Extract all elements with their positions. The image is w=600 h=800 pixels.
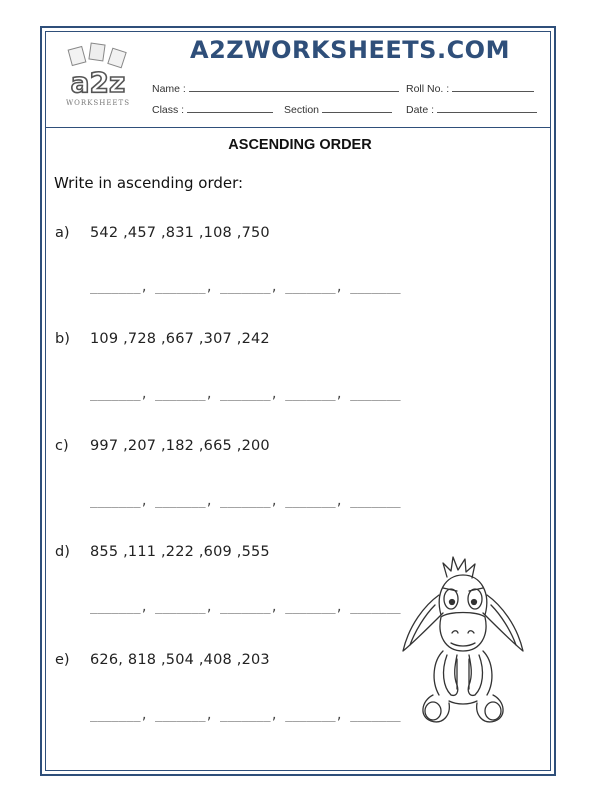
class-label: Class :: [152, 104, 185, 116]
section-label: Section: [284, 104, 320, 116]
worksheet-title: ASCENDING ORDER: [228, 137, 372, 153]
class-field: [152, 103, 273, 116]
header-divider: [45, 127, 551, 128]
svg-text:WORKSHEETS: WORKSHEETS: [65, 99, 131, 107]
answer-blanks[interactable]: _______, _______, _______, _______, _______: [90, 494, 401, 508]
instruction-text: Write in ascending order:: [54, 174, 244, 192]
date-label: Date :: [406, 104, 435, 116]
question-numbers: 542 ,457 ,831 ,108 ,750: [90, 225, 270, 241]
name-input-line[interactable]: [189, 82, 399, 92]
question-numbers: 997 ,207 ,182 ,665 ,200: [90, 438, 270, 454]
donkey-illustration-icon: [395, 555, 530, 730]
site-title: A2ZWORKSHEETS.COM: [190, 36, 510, 64]
section-field: [284, 103, 392, 116]
question-label: e): [55, 652, 70, 668]
question-numbers: 109 ,728 ,667 ,307 ,242: [90, 331, 270, 347]
roll-label: Roll No. :: [406, 83, 450, 95]
roll-field: [406, 82, 534, 95]
question-label: d): [55, 544, 70, 560]
question-numbers: 626, 818 ,504 ,408 ,203: [90, 652, 270, 668]
a2z-logo-icon: [58, 42, 138, 112]
question-label: a): [55, 225, 70, 241]
date-input-line[interactable]: [437, 103, 537, 113]
question-label: b): [55, 331, 70, 347]
answer-blanks[interactable]: _______, _______, _______, _______, _______: [90, 387, 401, 401]
date-field: [406, 103, 537, 116]
roll-input-line[interactable]: [452, 82, 534, 92]
question-label: c): [55, 438, 69, 454]
answer-blanks[interactable]: _______, _______, _______, _______, _______: [90, 280, 401, 294]
answer-blanks[interactable]: _______, _______, _______, _______, _______: [90, 600, 401, 614]
name-field: [152, 82, 399, 95]
class-input-line[interactable]: [187, 103, 273, 113]
section-input-line[interactable]: [322, 103, 392, 113]
question-numbers: 855 ,111 ,222 ,609 ,555: [90, 544, 270, 560]
answer-blanks[interactable]: _______, _______, _______, _______, _______: [90, 708, 401, 722]
svg-text:a2z: a2z: [70, 66, 126, 99]
name-label: Name :: [152, 83, 186, 95]
